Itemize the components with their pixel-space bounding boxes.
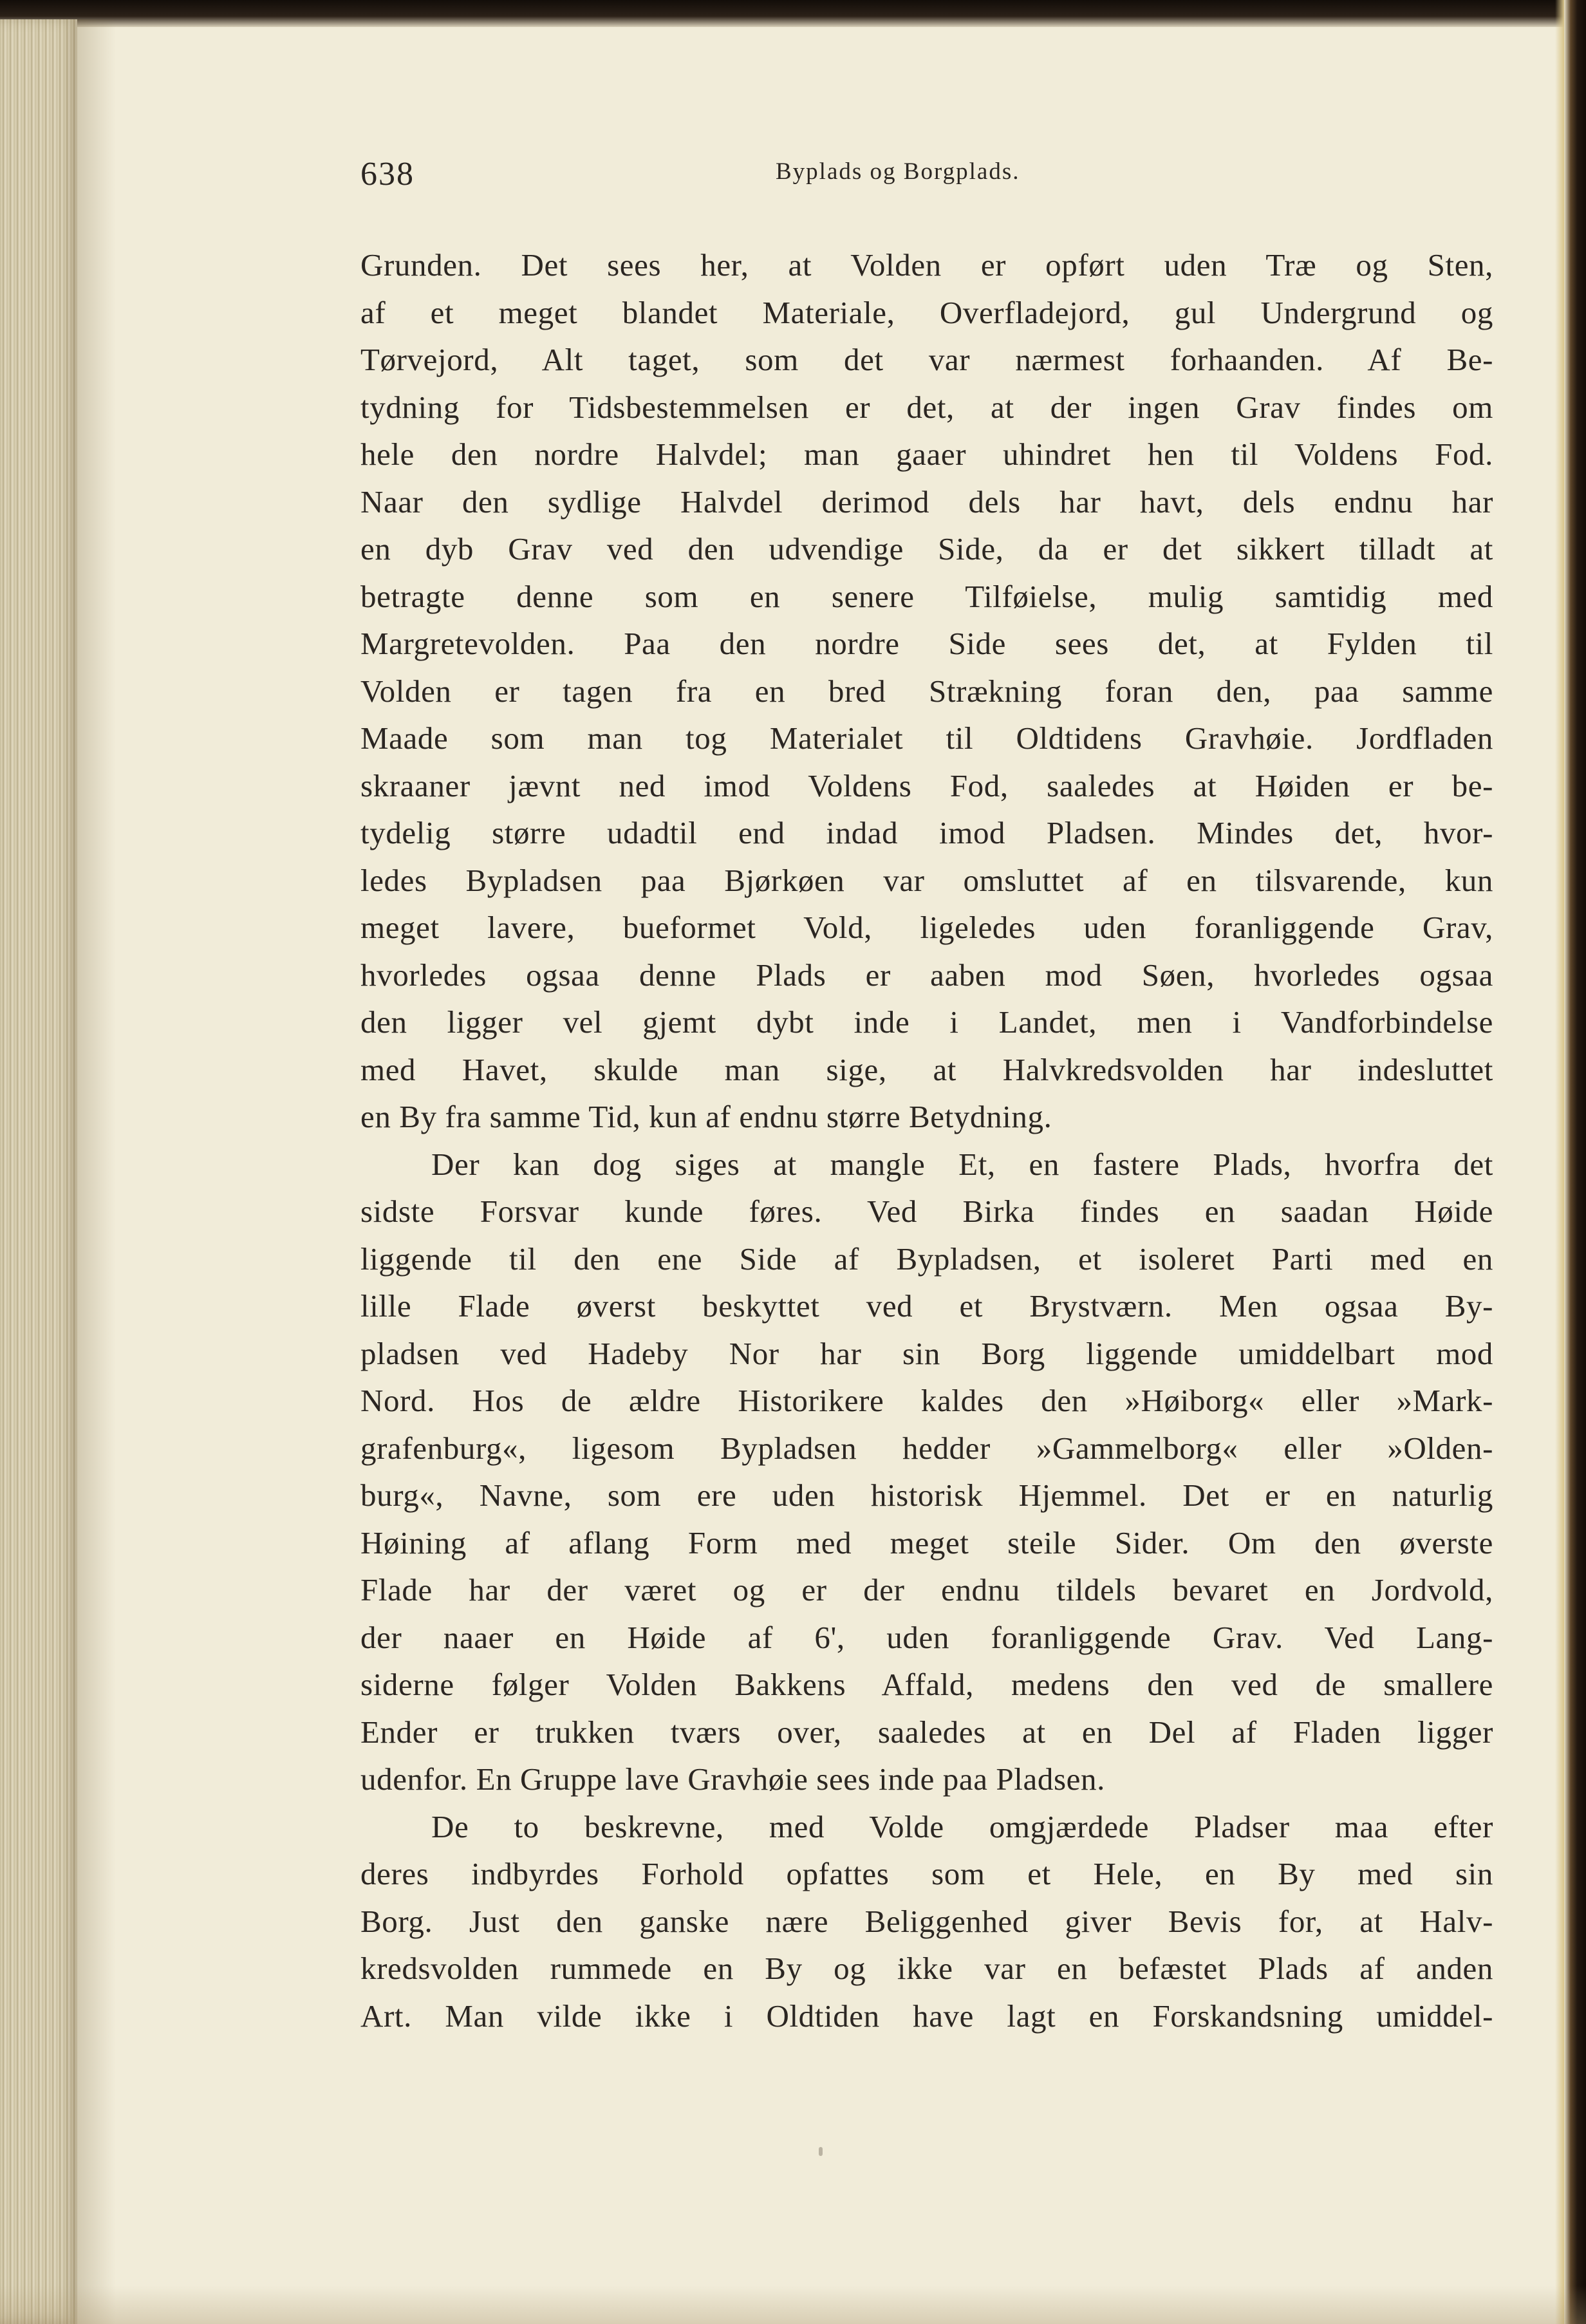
text-line: skraaner jævnt ned imod Voldens Fod, saaledes at Høiden er be- (360, 767, 1493, 803)
text-line: Margretevolden. Paa den nordre Side sees det, at Fylden til (360, 626, 1493, 661)
text-line: Borg. Just den ganske nære Beliggenhed giver Bevis for, at Halv- (360, 1903, 1493, 1939)
page-number: 638 (360, 156, 415, 192)
text-line: ledes Bypladsen paa Bjørkøen var omsluttet af en tilsvarende, kun (360, 862, 1493, 898)
text-line: tydelig større udadtil end indad imod Pladsen. Mindes det, hvor- (360, 815, 1493, 850)
text-line: Naar den sydlige Halvdel derimod dels har havt, dels endnu har (360, 483, 1493, 520)
top-binding-edge (0, 0, 1586, 27)
text-line: med Havet, skulde man sige, at Halvkredsvolden har indesluttet (360, 1051, 1493, 1087)
text-line: Høining af aflang Form med meget steile Sider. Om den øverste (360, 1524, 1493, 1560)
text-line: en dyb Grav ved den udvendige Side, da er det sikkert tilladt at (360, 531, 1493, 567)
text-line: betragte denne som en senere Tilføielse, mulig samtidig med (360, 578, 1493, 614)
text-line: hele den nordre Halvdel; man gaaer uhindret hen til Voldens Fod. (360, 436, 1493, 472)
text-line: grafenburg«, ligesom Bypladsen hedder »Gammelborg« eller »Olden- (360, 1430, 1493, 1466)
page-speck (819, 2147, 823, 2156)
text-line: Maade som man tog Materialet til Oldtidens Gravhøie. Jordfladen (360, 720, 1493, 756)
running-title: Byplads og Borgplads. (776, 158, 1020, 185)
text-line: Volden er tagen fra en bred Strækning foran den, paa samme (360, 673, 1493, 709)
text-line: meget lavere, bueformet Vold, ligeledes uden foranliggende Grav, (360, 910, 1493, 945)
body-text (360, 241, 1493, 2039)
paragraph-start-line: Der kan dog siges at mangle Et, en fastere Plads, hvorfra det (431, 1146, 1493, 1182)
text-line: pladsen ved Hadeby Nor har sin Borg liggende umiddelbart mod (360, 1335, 1493, 1371)
bottom-shadow (0, 2285, 1586, 2324)
text-line: kredsvolden rummede en By og ikke var en befæstet Plads af anden (360, 1951, 1493, 1986)
text-line: der naaer en Høide af 6', uden foranliggende Grav. Ved Lang- (360, 1619, 1493, 1655)
running-header (360, 151, 1493, 196)
text-line: tydning for Tidsbestemmelsen er det, at der ingen Grav findes om (360, 389, 1493, 425)
text-line: den ligger vel gjemt dybt inde i Landet, men i Vandforbindelse (360, 1004, 1493, 1040)
text-line: Art. Man vilde ikke i Oldtiden have lagt en Forskandsning umiddel- (360, 1998, 1493, 2034)
text-line: sidste Forsvar kunde føres. Ved Birka findes en saadan Høide (360, 1194, 1493, 1229)
text-line: af et meget blandet Materiale, Overfladejord, gul Undergrund og (360, 294, 1493, 330)
paragraph-start-line: De to beskrevne, med Volde omgjærdede Pladser maa efter (431, 1808, 1493, 1844)
right-edge-tint (1555, 0, 1564, 2324)
gutter-shadow (77, 19, 116, 2324)
text-line: Ender er trukken tværs over, saaledes at en Del af Fladen ligger (360, 1714, 1493, 1750)
paragraph-end-line: udenfor. En Gruppe lave Gravhøie sees inde paa Pladsen. (360, 1761, 1105, 1797)
page-content (360, 151, 1493, 2039)
text-line: liggende til den ene Side af Bypladsen, et isoleret Parti med en (360, 1241, 1493, 1277)
text-line: Nord. Hos de ældre Historikere kaldes den »Høiborg« eller »Mark- (360, 1383, 1493, 1418)
left-page-edges (0, 19, 77, 2324)
text-line: Flade har der været og er der endnu tildels bevaret en Jordvold, (360, 1572, 1493, 1607)
right-cover-edge (1564, 0, 1586, 2324)
text-line: Grunden. Det sees her, at Volden er opført uden Træ og Sten, (360, 247, 1493, 283)
text-line: lille Flade øverst beskyttet ved et Brystværn. Men ogsaa By- (360, 1288, 1493, 1324)
text-line: siderne følger Volden Bakkens Affald, medens den ved de smallere (360, 1667, 1493, 1702)
text-line: burg«, Navne, som ere uden historisk Hjemmel. Det er en naturlig (360, 1477, 1493, 1513)
text-line: deres indbyrdes Forhold opfattes som et Hele, en By med sin (360, 1856, 1493, 1891)
text-line: Tørvejord, Alt taget, som det var nærmest forhaanden. Af Be- (360, 342, 1493, 377)
paragraph-end-line: en By fra samme Tid, kun af endnu større Betydning. (360, 1099, 1052, 1134)
text-line: hvorledes ogsaa denne Plads er aaben mod Søen, hvorledes ogsaa (360, 957, 1493, 993)
